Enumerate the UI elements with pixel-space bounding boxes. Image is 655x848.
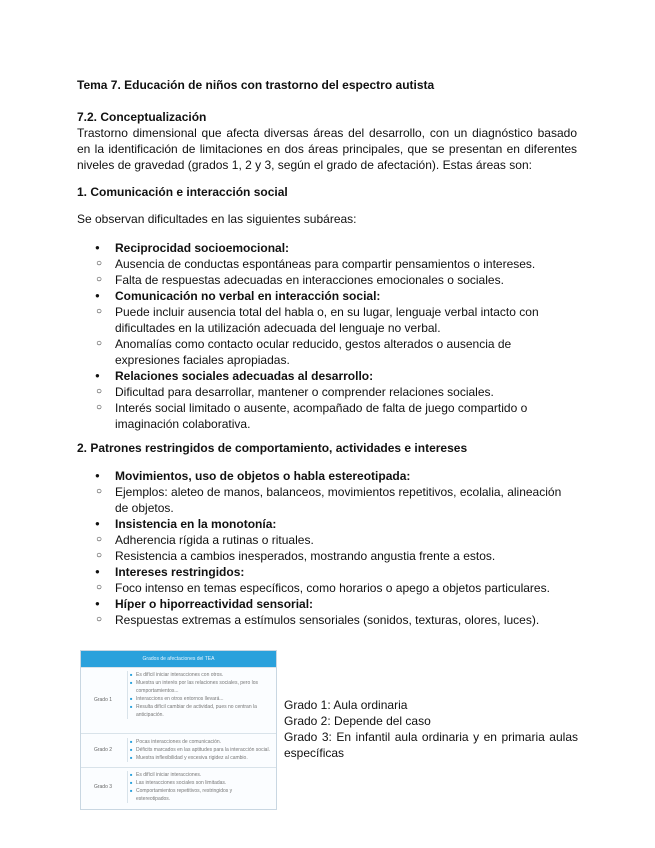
item-label: Intereses restringidos: [115, 565, 245, 579]
document-title: Tema 7. Educación de niños con trastorno del espectro autista [77, 78, 435, 92]
grado-line: Grado 3: En infantil aula ordinaria y en primaria aulas específicas [284, 730, 578, 760]
table-cell-line: estereotipados. [136, 796, 171, 802]
sub-item: ○ Puede incluir ausencia total del habla o, en su lugar, lenguaje verbal intacto con dificultades en la utilización adecuada del lenguaje no verbal. [77, 304, 577, 336]
grado-line: Grado 1: Aula ordinaria [284, 698, 408, 712]
table-cell-line: ■ Es difícil iniciar interacciones con otros. [128, 671, 274, 679]
intro-paragraph: Trastorno dimensional que afecta diversas áreas del desarrollo, con un diagnóstico basado en la identificación de limitaciones en dos áreas principales, que se presentan en diferentes niveles de gravedad (grados 1, 2 y 3, según el grado de afectación). Estas áreas son: [77, 126, 577, 172]
table-cell-line: comportamientos... [136, 688, 179, 694]
table-cell-line: ■ Muestra inflexibilidad y excesiva rigidez al cambio. [128, 754, 274, 762]
table-cell-line: ■ Interaccions en otros entornos llevará... [128, 695, 274, 703]
table-cell-line: ■ Comportamientos repetitivos, restringidos y [128, 787, 274, 795]
grade-label: Grado 2 [93, 747, 113, 753]
grados-placement-notes [284, 697, 578, 761]
sub-item: ○ Foco intenso en temas específicos, como horarios o apego a objetos particulares. [77, 580, 577, 596]
sub-item: ○ Resistencia a cambios inesperados, mostrando angustia frente a estos. [77, 548, 577, 564]
table-header: Grados de afectaciones del TEA [81, 651, 276, 667]
sub-item: ○ Adherencia rígida a rutinas o rituales. [77, 532, 577, 548]
sub-item: ○ Anomalías como contacto ocular reducido, gestos alterados o ausencia de expresiones faciales apropiadas. [77, 336, 577, 368]
area1-list [77, 240, 577, 432]
area1-lead: Se observan dificultades en las siguientes subáreas: [77, 212, 357, 226]
sub-item: ○ Ausencia de conductas espontáneas para compartir pensamientos o intereses. [77, 256, 577, 272]
grado-line: Grado 2: Depende del caso [284, 714, 431, 728]
tea-grades-table-image [80, 650, 277, 810]
table-cell-line: ■ Resulta difícil cambiar de actividad, pues no centran la [128, 703, 274, 711]
area1-heading: 1. Comunicación e interacción social [77, 185, 288, 199]
list-item [77, 564, 577, 596]
table-row [81, 733, 276, 768]
list-item [77, 368, 577, 432]
sub-item: ○ Respuestas extremas a estímulos sensoriales (sonidos, texturas, olores, luces). [77, 612, 577, 628]
list-item [77, 516, 577, 564]
item-label: Movimientos, uso de objetos o habla estereotipada: [115, 469, 411, 483]
sub-item: ○ Interés social limitado o ausente, acompañado de falta de juego compartido o imaginación colaborativa. [77, 400, 577, 432]
list-item [77, 596, 577, 628]
table-cell-line: ■ Las interacciones sociales son limitadas. [128, 779, 274, 787]
list-item [77, 288, 577, 368]
grade-label: Grado 3 [93, 784, 113, 790]
sub-item: ○ Falta de respuestas adecuadas en interacciones emocionales o sociales. [77, 272, 577, 288]
table-row [81, 667, 276, 734]
grade-label: Grado 1 [93, 697, 113, 703]
table-cell-line: ■ Muestra un interés por las relaciones sociales, pero los [128, 679, 274, 687]
table-row [81, 767, 276, 809]
item-label: Relaciones sociales adecuadas al desarrollo: [115, 369, 374, 383]
table-cell-line: anticipación. [136, 712, 164, 718]
area2-heading: 2. Patrones restringidos de comportamiento, actividades e intereses [77, 441, 468, 455]
area2-list [77, 468, 577, 628]
item-label: Reciprocidad socioemocional: [115, 241, 290, 255]
section-heading: 7.2. Conceptualización [77, 110, 207, 124]
list-item [77, 468, 577, 516]
table-cell-line: ■ Déficits marcados en las aptitudes para la interacción social. [128, 746, 274, 754]
item-label: Híper o hiporreactividad sensorial: [115, 597, 314, 611]
sub-item: ○ Ejemplos: aleteo de manos, balanceos, movimientos repetitivos, ecolalia, alineación de objetos. [77, 484, 577, 516]
table-cell-line: ■ Es difícil iniciar interacciones. [128, 771, 274, 779]
item-label: Comunicación no verbal en interacción social: [115, 289, 381, 303]
list-item [77, 240, 577, 288]
item-label: Insistencia en la monotonía: [115, 517, 277, 531]
sub-item: ○ Dificultad para desarrollar, mantener o comprender relaciones sociales. [77, 384, 577, 400]
table-cell-line: ■ Pocas interacciones de comunicación. [128, 738, 274, 746]
